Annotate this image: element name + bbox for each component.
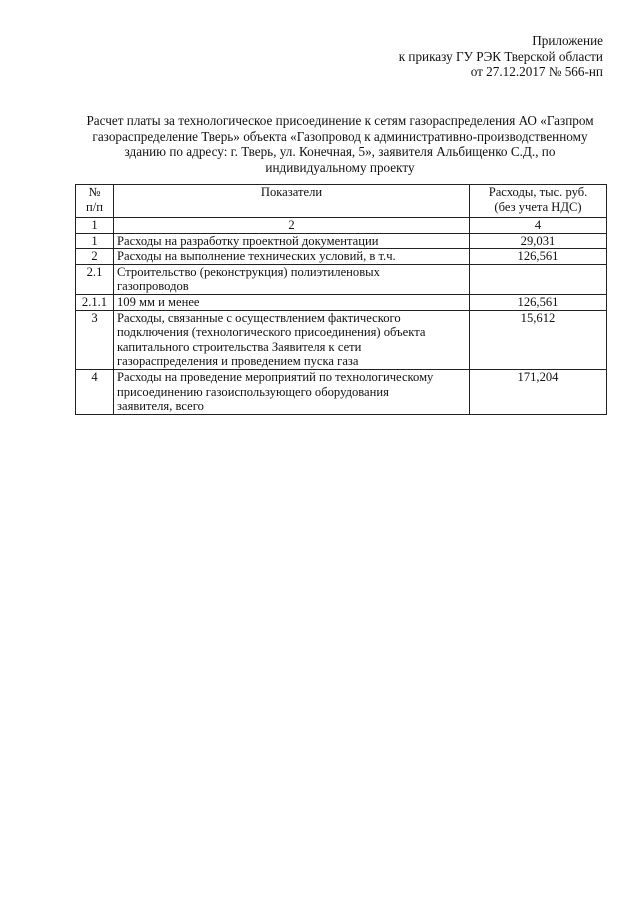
row-number: 2.1 — [76, 264, 114, 294]
row-indicator-line: газораспределения и проведением пуска газа — [117, 354, 359, 369]
row-indicator-line: присоединению газоиспользующего оборудования — [117, 384, 389, 399]
appendix-header — [399, 33, 603, 80]
table-row — [76, 369, 607, 414]
table-header-row — [76, 185, 607, 218]
header-costs-line-2: (без учета НДС) — [494, 199, 582, 214]
index-cell-number: 1 — [76, 218, 114, 234]
row-indicator — [114, 310, 470, 369]
table-row — [76, 310, 607, 369]
index-cell-value: 4 — [470, 218, 607, 234]
row-value — [470, 264, 607, 294]
title-line-2: газораспределение Тверь» объекта «Газопровод к административно-производственному — [92, 128, 588, 144]
index-cell-name: 2 — [114, 218, 470, 234]
row-number: 2 — [76, 249, 114, 265]
appendix-line-3: от 27.12.2017 № 566-нп — [470, 64, 603, 79]
row-number: 1 — [76, 233, 114, 249]
row-indicator-line: Расходы на проведение мероприятий по технологическому — [117, 369, 434, 384]
table-body — [76, 233, 607, 414]
title-line-3: зданию по адресу: г. Тверь, ул. Конечная, 5», заявителя Альбищенко С.Д., по — [124, 144, 556, 159]
row-value: 126,561 — [470, 249, 607, 265]
header-number-line-1: № — [88, 185, 101, 199]
appendix-line-1: Приложение — [532, 33, 603, 48]
header-costs — [470, 185, 607, 218]
row-value: 15,612 — [470, 310, 607, 369]
row-number: 2.1.1 — [76, 294, 114, 310]
calculation-table — [75, 184, 607, 415]
row-indicator-line: газопроводов — [117, 279, 189, 294]
title-line-1: Расчет платы за технологическое присоединение к сетям газораспределения АО «Газпром — [86, 113, 594, 128]
row-indicator-line: Строительство (реконструкция) полиэтиленовых — [117, 264, 380, 279]
row-value: 29,031 — [470, 233, 607, 249]
row-indicator — [114, 264, 470, 294]
row-number: 3 — [76, 310, 114, 369]
row-indicator-line: Расходы, связанные с осуществлением фактического — [117, 310, 401, 325]
row-number: 4 — [76, 369, 114, 414]
table-row — [76, 264, 607, 294]
row-value: 126,561 — [470, 294, 607, 310]
header-number-line-2: п/п — [86, 199, 103, 214]
header-number — [76, 185, 114, 218]
row-indicator — [114, 233, 470, 249]
header-costs-line-1: Расходы, тыс. руб. — [488, 185, 588, 199]
row-indicator-line: 109 мм и менее — [117, 294, 200, 309]
row-indicator-line: заявителя, всего — [117, 399, 204, 414]
row-indicator-line: Расходы на выполнение технических условий, в т.ч. — [117, 249, 396, 264]
appendix-line-2: к приказу ГУ РЭК Тверской области — [398, 48, 603, 64]
table-row — [76, 294, 607, 310]
table-row — [76, 233, 607, 249]
table-index-row — [76, 218, 607, 234]
row-indicator — [114, 249, 470, 265]
row-indicator — [114, 369, 470, 414]
row-value: 171,204 — [470, 369, 607, 414]
document-title — [70, 113, 610, 175]
row-indicator — [114, 294, 470, 310]
row-indicator-line: подключения (технологического присоединения) объекта — [117, 325, 426, 340]
header-indicators: Показатели — [114, 185, 470, 218]
row-indicator-line: капитального строительства Заявителя к сети — [117, 339, 362, 354]
table-row — [76, 249, 607, 265]
row-indicator-line: Расходы на разработку проектной документации — [117, 233, 379, 248]
title-line-4: индивидуальному проекту — [265, 159, 415, 175]
